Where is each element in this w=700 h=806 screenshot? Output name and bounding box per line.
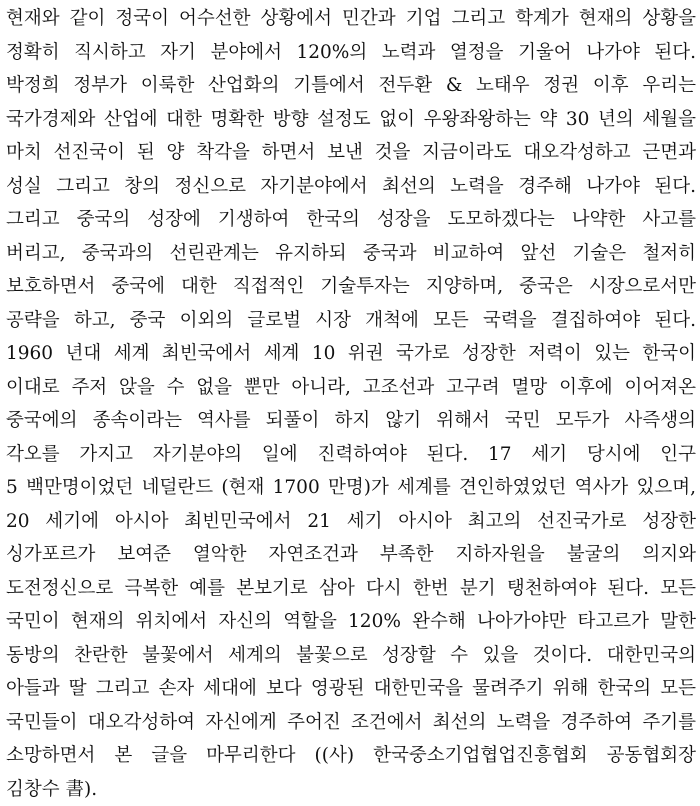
text-line: 아들과 딸 그리고 손자 세대에 보다 영광된 대한민국을 물려주기 위해 한국의 모든	[6, 672, 696, 706]
body-paragraph	[6, 2, 696, 806]
text-line: 국민들이 대오각성하여 자신에게 주어진 조건에서 최선의 노력을 경주하여 주기를	[6, 706, 696, 740]
text-line: 마치 선진국이 된 양 착각을 하면서 보낸 것을 지금이라도 대오각성하고 근면과	[6, 136, 696, 170]
text-line: 도전정신으로 극복한 예를 본보기로 삼아 다시 한번 분기 탱천하여야 된다. 모든	[6, 572, 696, 606]
text-line: 국가경제와 산업에 대한 명확한 방향 설정도 없이 우왕좌왕하는 약 30 년의 세월을	[6, 103, 696, 137]
text-line: 그리고 중국의 성장에 기생하여 한국의 성장을 도모하겠다는 나약한 사고를	[6, 203, 696, 237]
text-line: 보호하면서 중국에 대한 직접적인 기술투자는 지양하며, 중국은 시장으로서만	[6, 270, 696, 304]
text-line: 1960 년대 세계 최빈국에서 세계 10 위권 국가로 성장한 저력이 있는 한국이	[6, 337, 696, 371]
text-line: 김창수 書).	[6, 773, 696, 806]
text-line: 성실 그리고 창의 정신으로 자기분야에서 최선의 노력을 경주해 나가야 된다.	[6, 170, 696, 204]
text-line: 이대로 주저 앉을 수 없을 뿐만 아니라, 고조선과 고구려 멸망 이후에 이어져온	[6, 371, 696, 405]
text-line: 싱가포르가 보여준 열악한 자연조건과 부족한 지하자원을 불굴의 의지와	[6, 538, 696, 572]
text-line: 공략을 하고, 중국 이외의 글로벌 시장 개척에 모든 국력을 결집하여야 된다.	[6, 304, 696, 338]
text-line: 20 세기에 아시아 최빈민국에서 21 세기 아시아 최고의 선진국가로 성장한	[6, 505, 696, 539]
text-line: 각오를 가지고 자기분야의 일에 진력하여야 된다. 17 세기 당시에 인구	[6, 438, 696, 472]
text-line: 동방의 찬란한 불꽃에서 세계의 불꽃으로 성장할 수 있을 것이다. 대한민국의	[6, 639, 696, 673]
text-line: 버리고, 중국과의 선린관계는 유지하되 중국과 비교하여 앞선 기술은 철저히	[6, 237, 696, 271]
text-line: 박정희 정부가 이룩한 산업화의 기틀에서 전두환 & 노태우 정권 이후 우리는	[6, 69, 696, 103]
text-line: 5 백만명이었던 네덜란드 (현재 1700 만명)가 세계를 견인하였었던 역사가 있으며,	[6, 471, 696, 505]
text-line: 소망하면서 본 글을 마무리한다 ((사) 한국중소기업협업진흥협회 공동협회장	[6, 739, 696, 773]
text-line: 중국에의 종속이라는 역사를 되풀이 하지 않기 위해서 국민 모두가 사즉생의	[6, 404, 696, 438]
text-line: 국민이 현재의 위치에서 자신의 역할을 120% 완수해 나아가야만 타고르가 말한	[6, 605, 696, 639]
text-line: 현재와 같이 정국이 어수선한 상황에서 민간과 기업 그리고 학계가 현재의 상황을	[6, 2, 696, 36]
text-line: 정확히 직시하고 자기 분야에서 120%의 노력과 열정을 기울어 나가야 된다.	[6, 36, 696, 70]
